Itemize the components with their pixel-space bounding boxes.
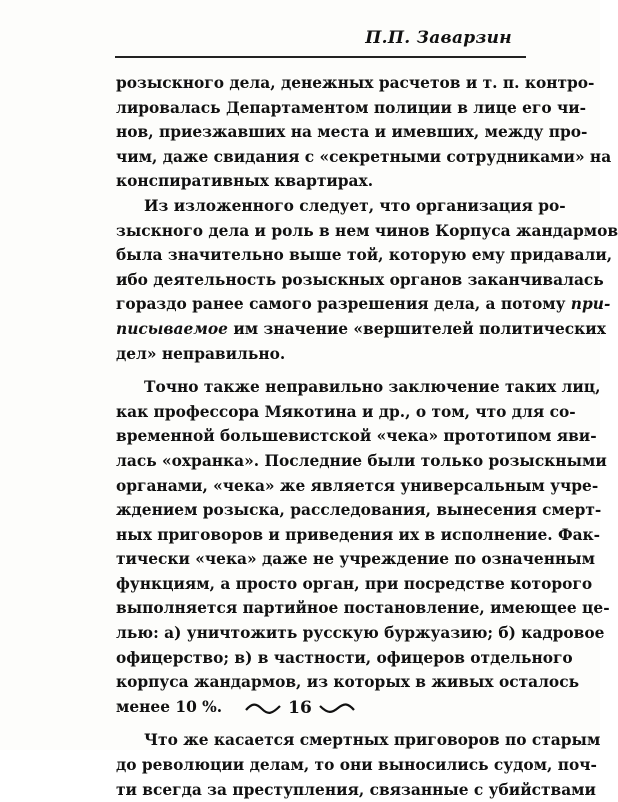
page-footer	[0, 698, 600, 718]
text-line: офицерство; в) в частности, офицеров отдельного	[116, 648, 573, 667]
text-line: ибо деятельность розыскных органов заканчивалась	[116, 270, 604, 289]
text-line: временной большевистской «чека» прототипом яви-	[116, 427, 597, 446]
text-line: лью: а) уничтожить русскую буржуазию; б) кадровое	[116, 624, 605, 643]
text-line: нов, приезжавших на места и имевших, между про-	[116, 123, 588, 142]
text-line: была значительно выше той, которую ему придавали,	[116, 246, 613, 265]
text-line: ждением розыска, расследования, вынесения смерт-	[116, 501, 602, 520]
text-fragment: гораздо ранее самого разрешения дела, а потому	[116, 295, 571, 314]
text-line: лась «охранка». Последние были только розыскными	[116, 451, 607, 470]
header-rule	[115, 56, 526, 58]
running-header: П.П. Заварзин	[365, 28, 512, 48]
text-line	[116, 292, 611, 317]
text-line: до революции делам, то они выносились судом, поч-	[116, 756, 597, 775]
paragraph-start: Из изложенного следует, что организация ро-	[144, 196, 566, 215]
ornament-left-icon	[244, 701, 282, 715]
text-line: менее 10 %.	[116, 697, 223, 716]
text-line: ти всегда за преступления, связанные с убийствами	[116, 780, 596, 799]
text-line: функциям, а просто орган, при посредстве которого	[116, 574, 593, 593]
paragraph-start: Точно также неправильно заключение таких лиц,	[144, 378, 601, 397]
text-line: корпуса жандармов, из которых в живых осталось	[116, 673, 580, 692]
text-line: розыскного дела, денежных расчетов и т. п. контро-	[116, 74, 595, 92]
text-line: дел» неправильно.	[116, 344, 286, 363]
text-fragment: им значение «вершителей политических	[233, 319, 606, 338]
text-line: зыскного дела и роль в нем чинов Корпуса жандармов	[116, 221, 618, 240]
text-line: органами, «чека» же является универсальным учре-	[116, 476, 599, 495]
text-line: конспиративных квартирах.	[116, 172, 374, 191]
text-line: как профессора Мякотина и др., о том, что для со-	[116, 402, 576, 421]
text-line: чим, даже свидания с «секретными сотрудниками» на	[116, 147, 612, 166]
text-line: ных приговоров и приведения их в исполнение. Фак-	[116, 525, 601, 544]
text-line: тически «чека» даже не учреждение по означенным	[116, 550, 596, 569]
italic-fragment: писываемое	[116, 319, 228, 338]
text-line: выполняется партийное постановление, имеющее це-	[116, 599, 610, 618]
body-text	[116, 71, 618, 802]
text-line	[116, 317, 606, 342]
paragraph-start: Что же касается смертных приговоров по старым	[144, 731, 601, 750]
ornament-right-icon	[318, 701, 356, 715]
italic-fragment: при-	[570, 295, 611, 314]
text-line: лировалась Департаментом полиции в лице его чи-	[116, 98, 587, 117]
page-number: 16	[288, 698, 312, 718]
